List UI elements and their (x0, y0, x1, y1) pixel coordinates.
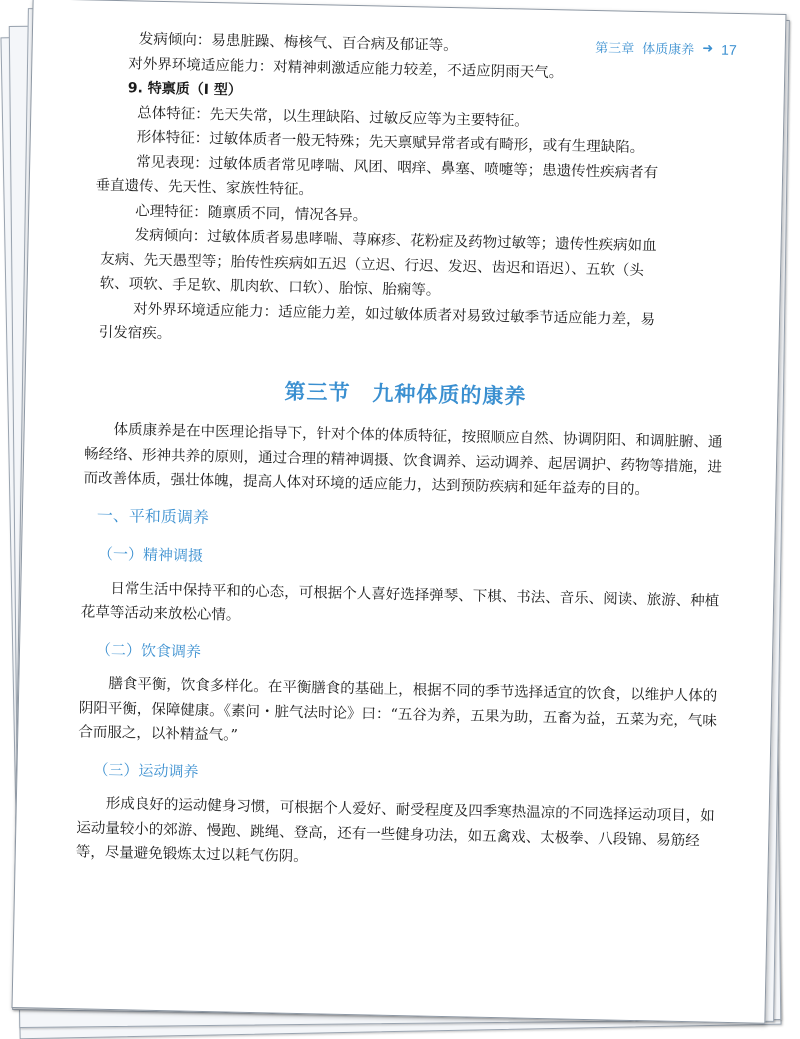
text-line: 发病倾向：过敏体质者易患哮喘、荨麻疹、花粉症及药物过敏等；遗传性疾病如血 (134, 227, 657, 255)
page-number: 17 (720, 41, 737, 58)
paragraph-diet: 膳食平衡，饮食多样化。在平衡膳食的基础上，根据不同的季节选择适宜的饮食，以维护人体的阴阳平衡，保障健康。《素问・脏气法时论》曰：“五谷为养，五果为助，五畜为益，五菜为充，气味合而服之，以补精益气。” (78, 675, 718, 744)
subheading-diet: （二）饮食调养 (95, 640, 202, 661)
text-line: 软、项软、手足软、肌肉软、口软）、胎惊、胎痫等。 (99, 275, 441, 299)
header-title: 体质康养 (642, 41, 695, 59)
text-line: 对外界环境适应能力：适应能力差，如过敏体质者对易致过敏季节适应能力差，易 (133, 300, 656, 328)
subsection-heading: 一、平和质调养 (96, 505, 210, 527)
subheading-mental: （一）精神调摄 (97, 544, 204, 565)
text-line: 总体特征：先天失常，以生理缺陷、过敏反应等为主要特征。 (137, 104, 529, 130)
text-line: 心理特征：随禀质不同，情况各异。 (135, 202, 368, 224)
heading-type9: 9. 特禀质（I 型） (127, 80, 242, 99)
page-body (76, 26, 733, 878)
paragraph-mental: 日常生活中保持平和的心态，可根据个人喜好选择弹琴、下棋、书法、音乐、阅读、旅游、种植花草等活动来放松心情。 (80, 580, 720, 624)
subheading-exercise: （三）运动调养 (93, 760, 199, 781)
text-line: 常见表现：过敏体质者常见哮喘、风团、咽痒、鼻塞、喷嚏等；患遗传性疾病者有 (136, 153, 659, 181)
arrow-right-icon: ➜ (702, 41, 714, 57)
paragraph-exercise: 形成良好的运动健身习惯，可根据个人爱好、耐受程度及四季寒热温凉的不同选择运动项目，如运动量较小的郊游、慢跑、跳绳、登高，还有一些健身功法，如五禽戏、太极拳、八段锦、易筋经等，尽量避免锻炼太过以耗气伤阴。 (75, 795, 715, 866)
section-heading (85, 375, 725, 413)
text-line: 形体特征：过敏体质者一般无特殊；先天禀赋异常者或有畸形，或有生理缺陷。 (136, 129, 645, 157)
book-page (12, 0, 787, 1024)
section-title: 九种体质的康养 (372, 379, 527, 409)
text-line: 垂直遗传、先天性、家族性特征。 (95, 177, 314, 199)
text-line: 引发宿疾。 (98, 324, 172, 343)
section-number: 第三节 (284, 378, 351, 405)
text-line: 对外界环境适应能力：对精神刺激适应能力较差，不适应阴雨天气。 (128, 55, 564, 81)
text-line: 友病、先天愚型等；胎传性疾病如五迟（立迟、行迟、发迟、齿迟和语迟）、五软（头 (100, 251, 645, 279)
section-intro: 体质康养是在中医理论指导下，针对个体的体质特征，按照顺应自然、协调阴阳、和调脏腑、通畅经络、形神共养的原则，通过合理的精神调摄、饮食调养、运动调养、起居调护、药物等措施，进而改善体质，强壮体魄，提高人体对环境的适应能力，达到预防疾病和延年益寿的目的。 (83, 422, 723, 499)
header-chapter: 第三章 (595, 41, 635, 57)
text-line: 发病倾向：易患脏躁、梅核气、百合病及郁证等。 (138, 31, 458, 55)
